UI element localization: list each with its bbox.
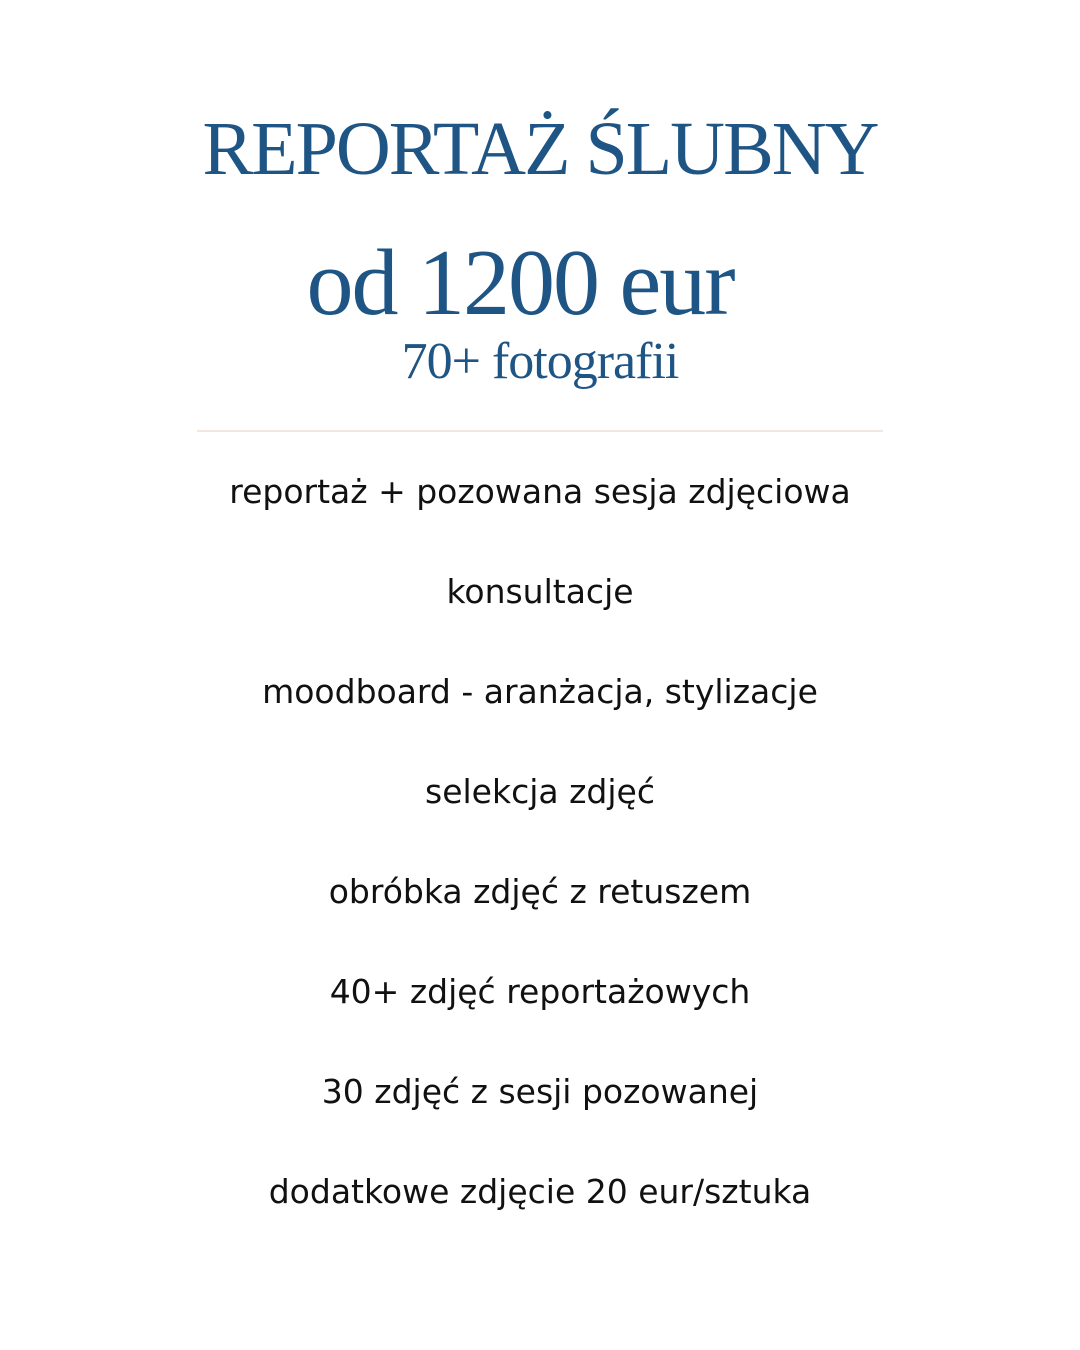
feature-item: 30 zdjęć z sesji pozowanej [321,1072,759,1111]
price-label: od 1200 eur [306,231,734,335]
feature-item: konsultacje [446,572,634,611]
photo-count-label: 70+ fotografii [401,333,679,390]
feature-list [0,462,1080,1262]
divider [197,430,883,432]
feature-item: dodatkowe zdjęcie 20 eur/sztuka [268,1172,812,1211]
feature-item: moodboard - aranżacja, stylizacje [262,672,818,711]
feature-item: selekcja zdjęć [425,772,655,811]
feature-item: obróbka zdjęć z retuszem [328,872,752,911]
page-title: REPORTAŻ ŚLUBNY [202,107,878,191]
feature-item: reportaż + pozowana sesja zdjęciowa [229,472,851,511]
feature-item: 40+ zdjęć reportażowych [329,972,751,1011]
